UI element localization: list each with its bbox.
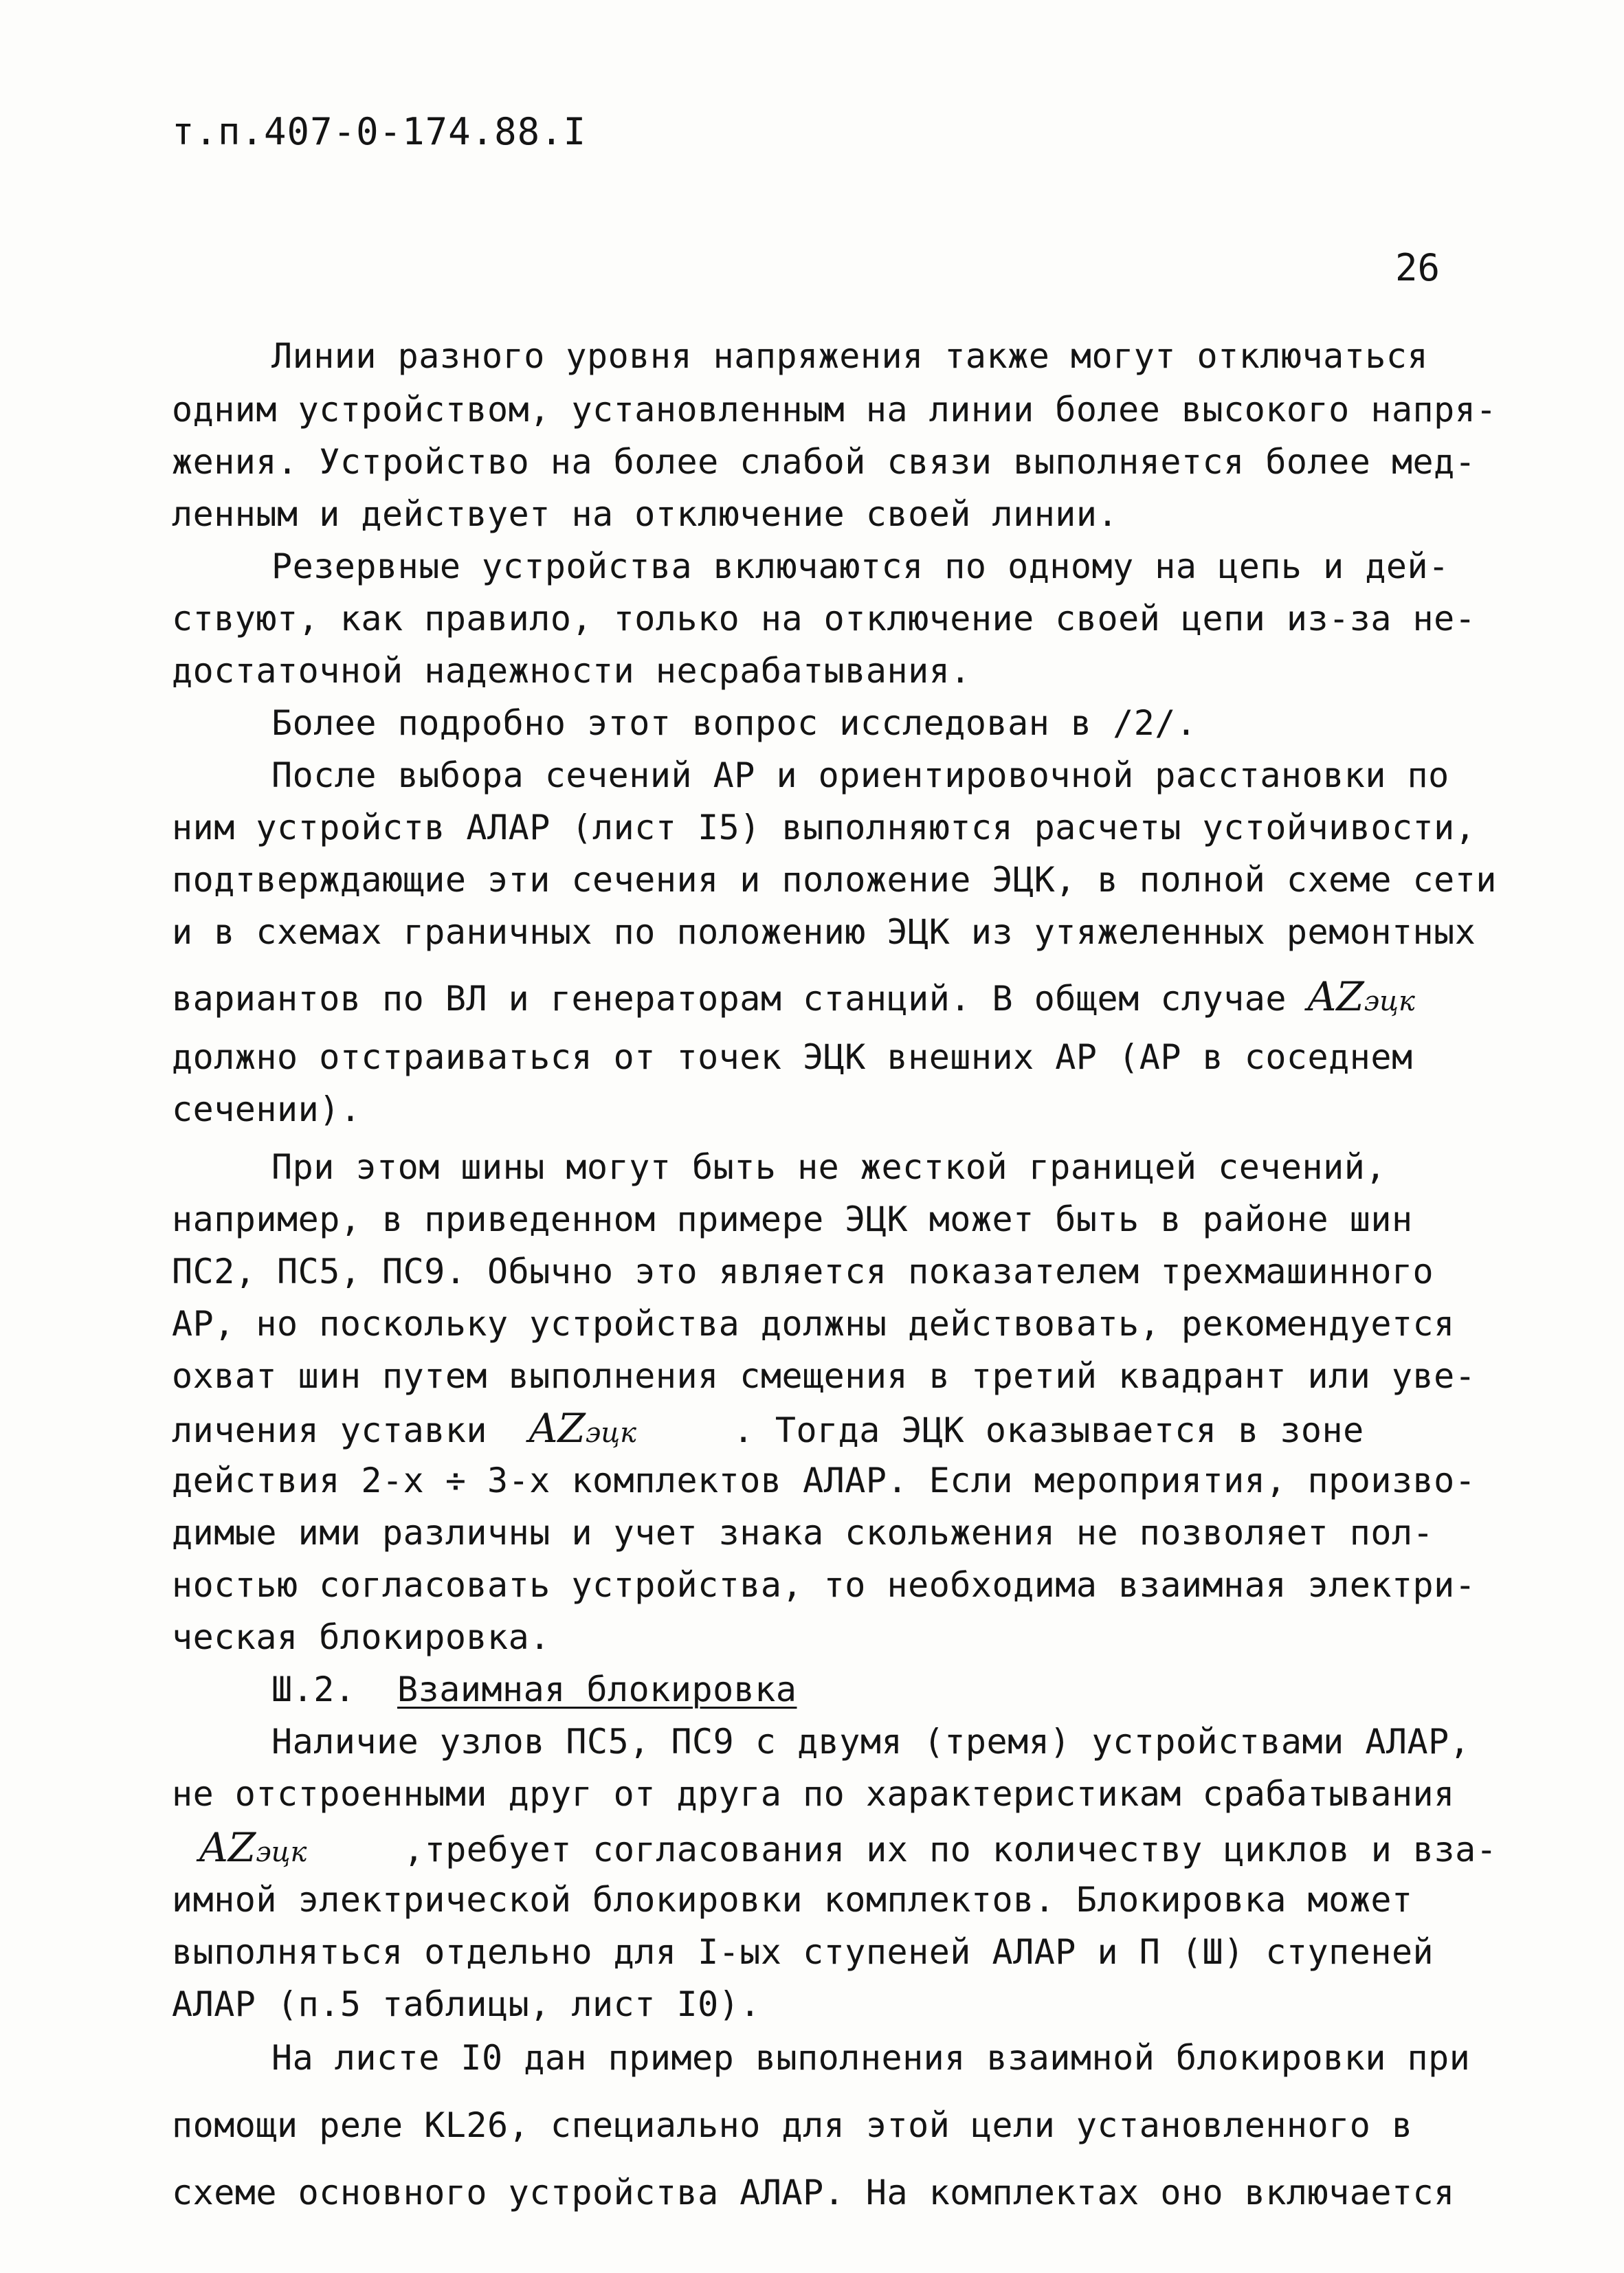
section-heading xyxy=(271,1669,797,1710)
text-line: ствуют, как правило, только на отключение своей цепи из-за не- xyxy=(172,599,1476,639)
text-line: Наличие узлов ПС5, ПС9 с двумя (тремя) устройствами АЛАР, xyxy=(271,1722,1471,1762)
text-line: должно отстраиваться от точек ЭЦК внешних АР (АР в соседнем xyxy=(172,1037,1413,1077)
text-line: и в схемах граничных по положению ЭЦК из утяжеленных ремонтных xyxy=(172,912,1476,952)
text-line: имной электрической блокировки комплектов. Блокировка может xyxy=(172,1880,1413,1920)
text-line: ним устройств АЛАР (лист I5) выполняются расчеты устойчивости, xyxy=(172,808,1476,847)
text-line: ностью согласовать устройства, то необходима взаимная электри- xyxy=(172,1565,1476,1605)
text-line: ленным и действует на отключение своей линии. xyxy=(172,494,1119,534)
text-line: например, в приведенном примере ЭЦК может быть в районе шин xyxy=(172,1199,1413,1239)
handwritten-symbol-az xyxy=(1308,973,1415,1020)
text-line: АЛАР (п.5 таблицы, лист I0). xyxy=(172,1984,761,2024)
section-number: Ш.2. xyxy=(271,1670,356,1709)
text-line: не отстроенными друг от друга по характеристикам срабатывания xyxy=(172,1774,1455,1814)
symbol-sub: эцк xyxy=(585,1417,637,1449)
text-line: При этом шины могут быть не жесткой границей сечений, xyxy=(271,1147,1386,1187)
symbol-main: AZ xyxy=(529,1405,586,1452)
text-line: помощи реле КL26, специально для этой цели установленного в xyxy=(172,2105,1413,2145)
document-code: т.п.407-0-174.88.I xyxy=(172,110,587,153)
text-line: ческая блокировка. xyxy=(172,1617,550,1657)
handwritten-symbol-az xyxy=(529,1405,636,1452)
text-line: охват шин путем выполнения смещения в третий квадрант или уве- xyxy=(172,1356,1476,1396)
symbol-main: AZ xyxy=(199,1824,256,1871)
text-line xyxy=(172,1405,1364,1454)
text-line: димые ими различны и учет знака скольжения не позволяет пол- xyxy=(172,1513,1434,1553)
page-number: 26 xyxy=(1395,246,1441,289)
text-line: достаточной надежности несрабатывания. xyxy=(172,651,971,691)
text-line: После выбора сечений АР и ориентировочной расстановки по xyxy=(271,755,1449,795)
text-line xyxy=(172,973,1415,1022)
text-line: Резервные устройства включаются по одному на цепь и дей- xyxy=(271,546,1449,586)
text-fragment: . Тогда ЭЦК оказывается в зоне xyxy=(733,1410,1364,1450)
text-line: На листе I0 дан пример выполнения взаимной блокировки при xyxy=(271,2038,1471,2078)
symbol-sub: эцк xyxy=(256,1837,307,1868)
handwritten-symbol-az xyxy=(199,1824,307,1871)
text-line: жения. Устройство на более слабой связи выполняется более мед- xyxy=(172,442,1476,482)
symbol-main: AZ xyxy=(1307,973,1364,1020)
text-line: действия 2-х ÷ 3-х комплектов АЛАР. Если мероприятия, произво- xyxy=(172,1461,1476,1500)
text-line: подтверждающие эти сечения и положение ЭЦК, в полной схеме сети xyxy=(172,860,1497,900)
text-line: ПС2, ПС5, ПС9. Обычно это является показателем трехмашинного xyxy=(172,1252,1434,1291)
text-line: схеме основного устройства АЛАР. На комплектах оно включается xyxy=(172,2173,1455,2213)
text-fragment: вариантов по ВЛ и генераторам станций. В общем случае xyxy=(172,979,1287,1019)
text-line xyxy=(172,1824,1498,1873)
section-title: Взаимная блокировка xyxy=(397,1670,797,1709)
text-line: Линии разного уровня напряжения также могут отключаться xyxy=(271,336,1429,376)
symbol-sub: эцк xyxy=(1364,986,1415,1017)
text-line: выполняться отдельно для I-ых ступеней АЛАР и П (Ш) ступеней xyxy=(172,1932,1434,1972)
text-line: АР, но поскольку устройства должны действовать, рекомендуется xyxy=(172,1304,1455,1344)
text-fragment: ,требует согласования их по количеству циклов и вза- xyxy=(403,1830,1498,1870)
text-fragment: личения уставки xyxy=(172,1410,488,1450)
text-line: одним устройством, установленным на линии более высокого напря- xyxy=(172,390,1497,430)
text-line: сечении). xyxy=(172,1089,361,1129)
text-line: Более подробно этот вопрос исследован в /2/. xyxy=(271,703,1197,743)
